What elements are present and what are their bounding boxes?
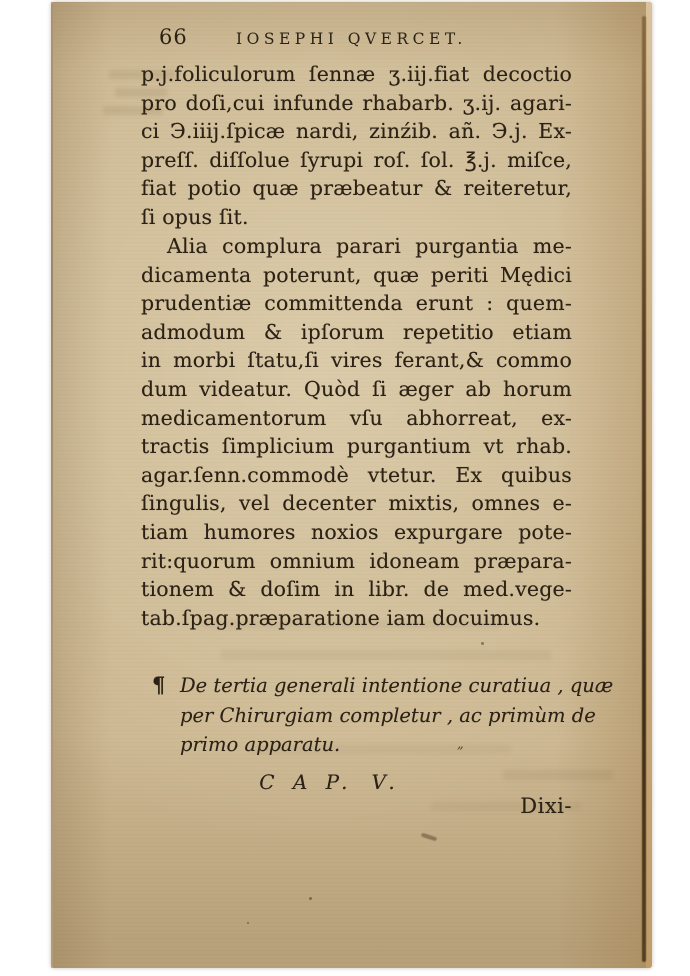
catchword: Dixi- <box>520 794 572 818</box>
ink-scratch <box>421 833 437 842</box>
text-line: dum videatur. Quòd ſi æger ab horum <box>141 376 572 401</box>
text-line: Alia complura parari purgantia me- <box>167 234 572 258</box>
paragraph-discussion <box>141 232 572 632</box>
text-line: pro doſi,cui infunde rhabarb. ʒ.ij. agari- <box>141 90 572 115</box>
text-line: medicamentorum vſu abhorreat, ex- <box>141 405 572 430</box>
chapter-label: C A P. <box>259 770 354 794</box>
text-line: admodum & ipſorum repetitio etiam <box>141 319 572 344</box>
text-line: tionem & doſim in libr. de med.vege- <box>141 577 572 602</box>
text-line: De tertia generali intentione curatiua , quæ <box>180 674 614 697</box>
text-line: per Chirurgiam completur , ac primùm de <box>180 703 596 727</box>
text-line: tab.ſpag.præparatione iam docuimus. <box>141 605 541 630</box>
text-line: ſi opus ſit. <box>141 204 249 229</box>
text-line: primo apparatu. <box>180 733 341 756</box>
text-line: rit:quorum omnium idoneam præpara- <box>141 548 572 573</box>
paragraph-recipe <box>141 60 572 232</box>
text-line: tiam humores noxios expurgare pote- <box>141 519 572 544</box>
text-line: prudentiæ committenda erunt : quem- <box>141 291 572 316</box>
text-line: tractis ſimplicium purgantium vt rhab. <box>141 434 572 459</box>
running-title: IOSEPHI QVERCET. <box>236 30 467 48</box>
text-line: agar.ſenn.commodè vtetur. Ex quibus <box>141 462 572 487</box>
printer-mark <box>457 737 465 744</box>
page-number: 66 <box>159 25 188 49</box>
bleedthrough-smudge <box>503 770 613 780</box>
fore-edge-strip <box>646 2 652 968</box>
paper-speck <box>247 922 249 924</box>
text-line: p.j.foliculorum ſennæ ʒ.iij.fiat decoctio <box>141 62 572 86</box>
bleedthrough-smudge <box>221 650 551 660</box>
text-line: fiat potio quæ præbeatur & reiteretur, <box>141 176 572 201</box>
section-heading <box>152 671 614 760</box>
gutter-shadow <box>51 2 53 968</box>
text-line: ſingulis, vel decenter mixtis, omnes e- <box>141 491 572 516</box>
chapter-heading <box>225 770 435 794</box>
fore-edge-shadow <box>642 16 646 962</box>
text-line: dicamenta poterunt, quæ periti Mędici <box>141 262 572 287</box>
paper-speck <box>481 642 484 645</box>
text-line: preſſ. diſſolue ſyrupi roſ. ſol. ℥.j. miſce, <box>141 147 572 172</box>
chapter-numeral: V. <box>371 770 401 794</box>
paper-speck <box>309 897 312 900</box>
text-line: in morbi ſtatu,ſi vires ferant,& commo <box>141 348 572 373</box>
section-heading-lines <box>180 671 614 760</box>
text-line: ci Э.iiij.ſpicæ nardi, zinźib. añ. Э.j. Ex- <box>141 119 572 144</box>
pilcrow-icon: ¶ <box>152 672 166 697</box>
